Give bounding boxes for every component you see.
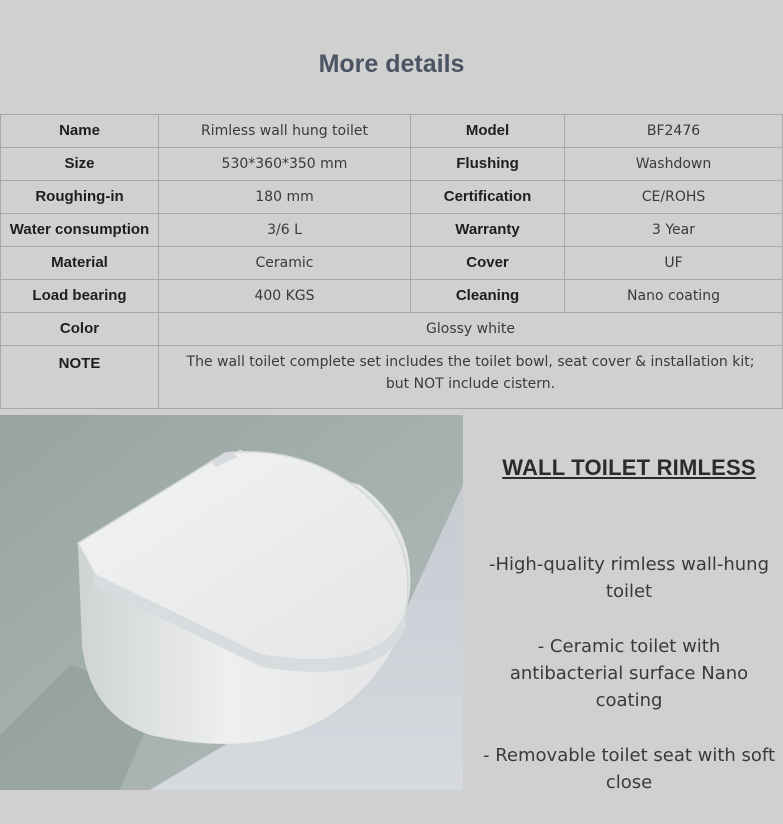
spec-value: 530*360*350 mm [159, 148, 411, 181]
feature-item: - Ceramic toilet with antibacterial surface Nano coating [509, 636, 749, 711]
spec-value: 3/6 L [159, 214, 411, 247]
feature-item: -High-quality rimless wall-hung toilet [488, 554, 770, 602]
spec-key: Cleaning [411, 280, 565, 313]
spec-value: CE/ROHS [565, 181, 783, 214]
spec-key: Certification [411, 181, 565, 214]
spec-value: 400 KGS [159, 280, 411, 313]
spec-key: Roughing-in [1, 181, 159, 214]
feature-heading: WALL TOILET RIMLESS [502, 455, 756, 480]
spec-value: Glossy white [159, 313, 783, 346]
toilet-illustration [0, 415, 463, 790]
spec-table [0, 114, 783, 409]
note-text [159, 346, 783, 409]
note-label: NOTE [1, 346, 159, 409]
color-row [1, 313, 783, 346]
table-row [1, 214, 783, 247]
spec-key: Warranty [411, 214, 565, 247]
table-row [1, 280, 783, 313]
table-row [1, 247, 783, 280]
section-title: More details [318, 50, 465, 78]
table-row [1, 181, 783, 214]
note-line: The wall toilet complete set includes the toilet bowl, seat cover & installation kit; [186, 354, 755, 370]
table-row [1, 148, 783, 181]
spec-key: Load bearing [1, 280, 159, 313]
spec-value: 3 Year [565, 214, 783, 247]
spec-value: 180 mm [159, 181, 411, 214]
spec-key: Model [411, 115, 565, 148]
note-line: but NOT include cistern. [385, 376, 556, 392]
spec-value: Ceramic [159, 247, 411, 280]
spec-key: Color [1, 313, 159, 346]
spec-key: Cover [411, 247, 565, 280]
spec-value: Washdown [565, 148, 783, 181]
spec-key: Material [1, 247, 159, 280]
spec-key: Size [1, 148, 159, 181]
spec-value: Nano coating [565, 280, 783, 313]
spec-value: BF2476 [565, 115, 783, 148]
spec-value: UF [565, 247, 783, 280]
feature-panel [475, 455, 783, 824]
table-row [1, 115, 783, 148]
spec-key: Name [1, 115, 159, 148]
feature-item: - Removable toilet seat with soft close [483, 745, 776, 793]
toilet-product-image [0, 415, 463, 790]
spec-key: Water consumption [1, 214, 159, 247]
spec-value: Rimless wall hung toilet [159, 115, 411, 148]
spec-key: Flushing [411, 148, 565, 181]
note-row [1, 346, 783, 409]
